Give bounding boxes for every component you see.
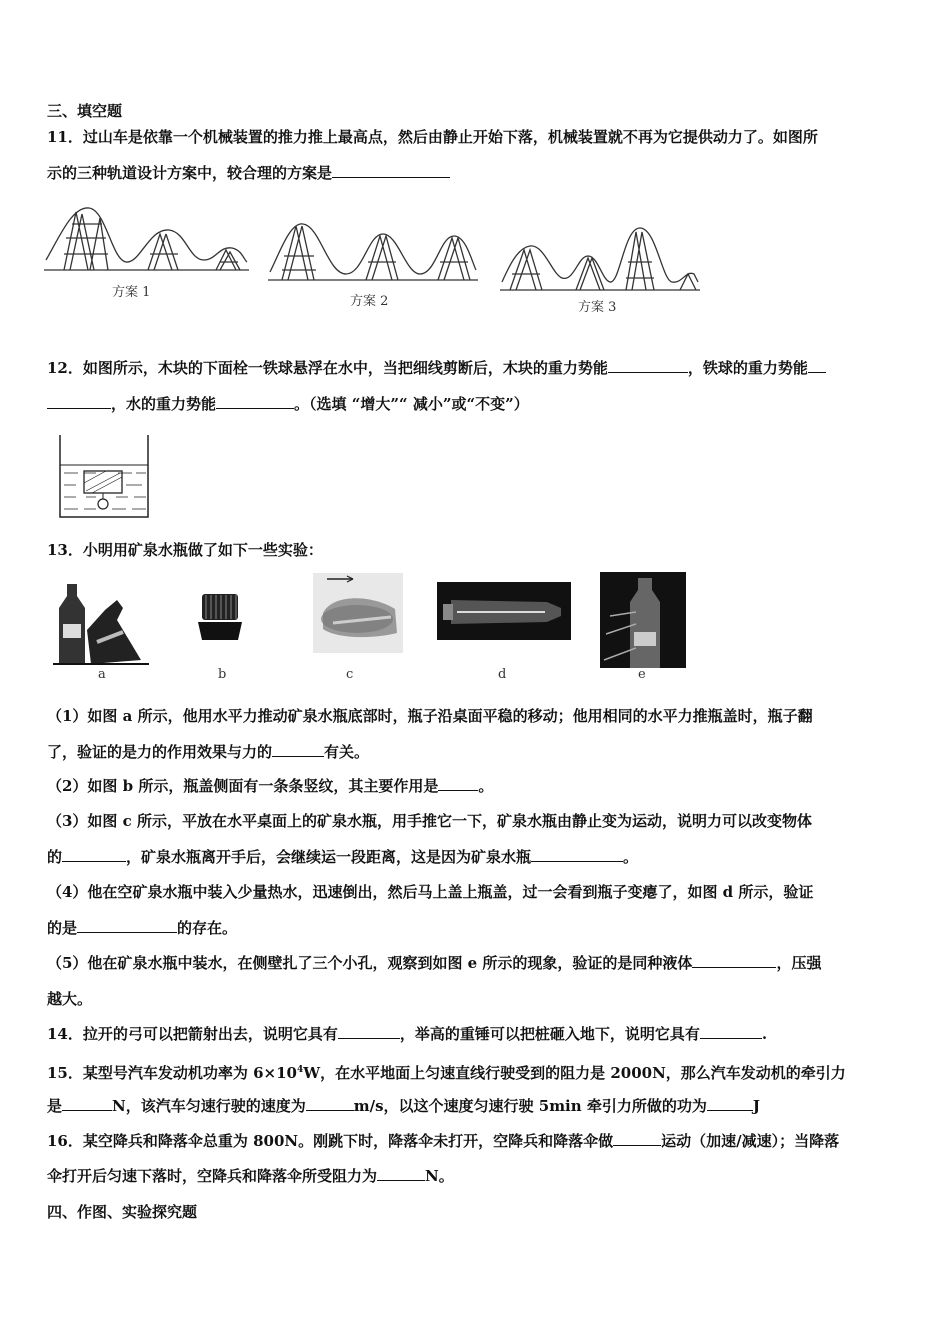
section-heading-3: 三、填空题 — [47, 102, 123, 120]
answer-blank[interactable] — [332, 163, 450, 178]
answer-blank[interactable] — [438, 776, 478, 791]
answer-blank[interactable] — [808, 358, 826, 373]
answer-blank[interactable] — [77, 918, 177, 933]
q12-line1: 12．如图所示，木块的下面栓一铁球悬浮在水中，当把细线剪断后，木块的重力势能 ，铁球的重力势能 — [47, 358, 826, 378]
hand-push-figure-c — [313, 573, 403, 653]
answer-blank[interactable] — [216, 394, 294, 409]
fig-label-c: c — [346, 667, 354, 682]
bottle-cap-figure-b — [196, 592, 244, 642]
q15-line2: 是 N，该汽车匀速行驶的速度为 m/s，以这个速度匀速行驶 5min 牵引力所做的功为 J — [47, 1097, 760, 1115]
q13-p4-line2: 的是 的存在。 — [47, 919, 238, 937]
answer-blank[interactable] — [692, 953, 776, 968]
q13-title: 13．小明用矿泉水瓶做了如下一些实验： — [47, 541, 323, 559]
q16-line2: 伞打开后匀速下落时，空降兵和降落伞所受阻力为 N。 — [47, 1167, 454, 1185]
answer-blank[interactable] — [306, 1096, 354, 1111]
answer-blank[interactable] — [377, 1166, 425, 1181]
fig-label-a: a — [98, 667, 106, 682]
fig-label-e: e — [638, 667, 646, 682]
q15-line1: 15．某型号汽车发动机功率为 $6\times 10^4W$，在水平地面上匀速直线行驶受到的阻力是 2000N，那么汽车发动机的牵引力 — [47, 1064, 846, 1082]
water-container-figure — [56, 433, 152, 521]
coaster-figure-1 — [44, 198, 249, 278]
q13-p5-line2: 越大。 — [47, 990, 93, 1008]
answer-blank[interactable] — [272, 742, 324, 757]
coaster-caption-2: 方案 2 — [350, 294, 389, 309]
coaster-figure-3 — [500, 222, 700, 297]
q11-line2: 示的三种轨道设计方案中，较合理的方案是 — [47, 163, 450, 183]
q13-p3-line2: 的 ，矿泉水瓶离开手后，会继续运一段距离，这是因为矿泉水瓶 。 — [47, 848, 639, 866]
section-heading-4: 四、作图、实验探究题 — [47, 1203, 198, 1221]
q13-p1-line1: （1）如图 a 所示，他用水平力推动矿泉水瓶底部时，瓶子沿桌面平稳的移动；他用相同的水平力推瓶盖时，瓶子翻 — [47, 707, 813, 725]
q13-p3-line1: （3）如图 c 所示，平放在水平桌面上的矿泉水瓶，用手推它一下，矿泉水瓶由静止变为运动，说明力可以改变物体 — [47, 812, 813, 830]
answer-blank[interactable] — [613, 1131, 661, 1146]
answer-blank[interactable] — [47, 394, 111, 409]
answer-blank[interactable] — [700, 1024, 762, 1039]
q13-p5-line1: （5）他在矿泉水瓶中装水，在侧壁扎了三个小孔，观察到如图 e 所示的现象，验证的是同种液体 ，压强 — [47, 954, 822, 972]
q13-p4-line1: （4）他在空矿泉水瓶中装入少量热水，迅速倒出，然后马上盖上瓶盖，过一会看到瓶子变瘪了，如图 d 所示，验证 — [47, 883, 814, 901]
bottle-holes-figure-e — [600, 572, 686, 668]
coaster-caption-1: 方案 1 — [112, 285, 151, 300]
q14: 14．拉开的弓可以把箭射出去，说明它具有 ，举高的重锤可以把桩砸入地下，说明它具有 . — [47, 1025, 768, 1043]
coaster-caption-3: 方案 3 — [578, 300, 617, 315]
fig-label-d: d — [498, 667, 507, 682]
answer-blank[interactable] — [707, 1096, 753, 1111]
q12-line2: ，水的重力势能 。（选填 “增大”“ 减小”或“不变”） — [47, 394, 529, 414]
answer-blank[interactable] — [531, 847, 623, 862]
crushed-bottle-figure-d — [437, 582, 571, 640]
q11-line1: 11．过山车是依靠一个机械装置的推力推上最高点，然后由静止开始下落，机械装置就不再为它提供动力了。如图所 — [47, 128, 818, 146]
answer-blank[interactable] — [62, 1096, 112, 1111]
fig-label-b: b — [218, 667, 227, 682]
coaster-figure-2 — [268, 212, 478, 287]
answer-blank[interactable] — [608, 358, 688, 373]
q13-p2: （2）如图 b 所示，瓶盖侧面有一条条竖纹，其主要作用是 。 — [47, 777, 494, 795]
answer-blank[interactable] — [62, 847, 126, 862]
answer-blank[interactable] — [338, 1024, 400, 1039]
bottle-figure-a — [51, 580, 151, 666]
q16-line1: 16．某空降兵和降落伞总重为 800N。刚跳下时，降落伞未打开，空降兵和降落伞做 运动（加速/减速）；当降落 — [47, 1132, 840, 1150]
q13-p1-line2: 了，验证的是力的作用效果与力的 有关。 — [47, 743, 370, 761]
